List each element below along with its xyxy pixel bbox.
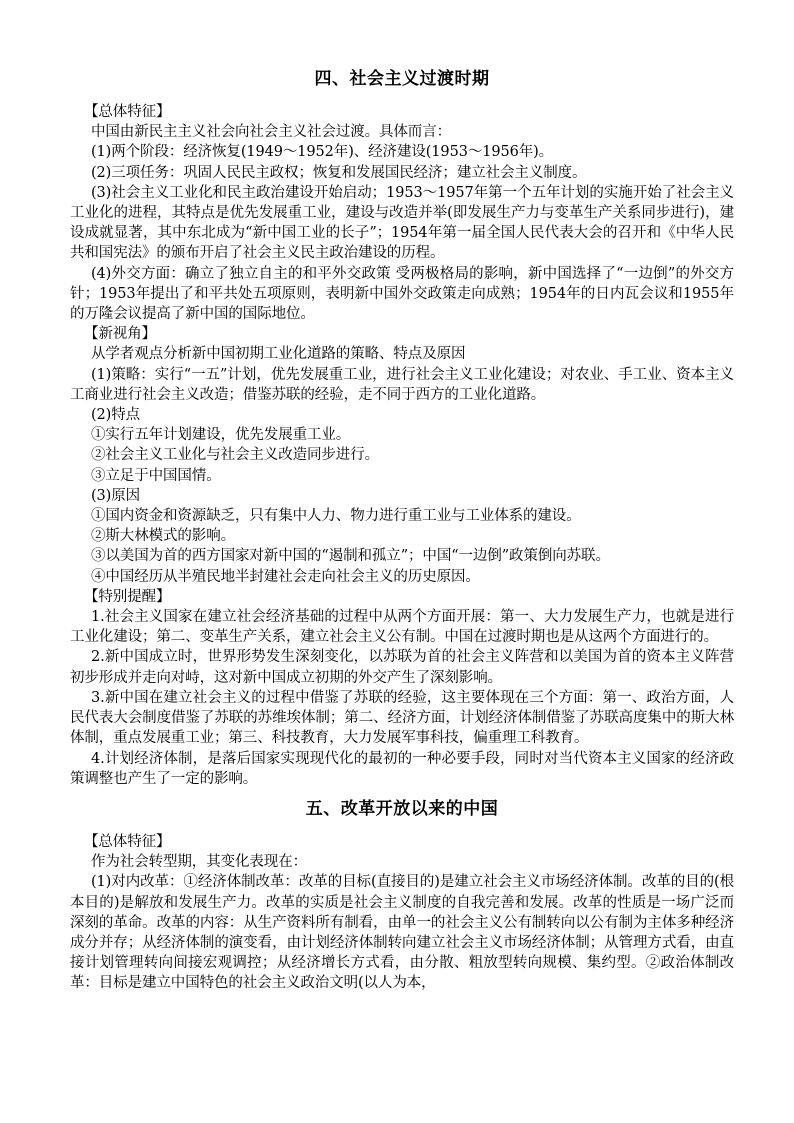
paragraph: (4)外交方面：确立了独立自主的和平外交政策 受两极格局的影响，新中国选择了“一边倒”的外交方针；1953年提出了和平共处五项原则，表明新中国外交政策走向成熟；1954年的日内瓦会议和1955年的万隆会议提高了新中国的国际地位。 [70,265,734,323]
list-item: ③立足于中国国情。 [91,467,221,484]
paragraph: (2)三项任务：巩固人民民主政权；恢复和发展国民经济；建立社会主义制度。 [91,164,587,181]
list-item: ①实行五年计划建设，优先发展重工业。 [91,427,351,444]
paragraph: 4.计划经济体制，是落后国家实现现代化的最初的一种必要手段，同时对当代资本主义国家的经济政策调整也产生了一定的影响。 [70,750,734,787]
list-item: ④中国经历从半殖民地半封建社会走向社会主义的历史原因。 [91,568,480,585]
paragraph: (3)社会主义工业化和民主政治建设开始启动；1953～1957年第一个五年计划的实施开始了社会主义工业化的进程，其特点是优先发展重工业，建设与改造并举(即发展生产力与变革生产关系同步进行)，建设成就显著，其中东北成为“新中国工业的长子”；1954年第一届全国人民代表大会的召开和《中华人民共和国宪法》的颁布开启了社会主义民主政治建设的历程。 [70,184,734,262]
document-content [70,66,734,994]
paragraph: (2)特点 [91,407,141,424]
list-item: ②社会主义工业化与社会主义改造同步进行。 [91,447,379,464]
section-label-overall-features: 【总体特征】 [84,104,171,120]
paragraph: (1)两个阶段：经济恢复(1949～1952年)、经济建设(1953～1956年)。 [91,144,554,161]
section-label-special-reminder: 【特别提醒】 [84,588,171,605]
paragraph: 2.新中国成立时，世界形势发生深刻变化，以苏联为首的社会主义阵营和以美国为首的资本主义阵营初步形成并走向对峙，这对新中国成立初期的外交产生了深刻影响。 [70,649,734,686]
paragraph: (3)原因 [91,487,141,504]
paragraph: 中国由新民主主义社会向社会主义社会过渡。具体而言： [91,124,451,141]
section-title-transition-period: 四、社会主义过渡时期 [314,69,490,89]
paragraph: 1.社会主义国家在建立社会经济基础的过程中从两个方面开展：第一、大力发展生产力，也就是进行工业化建设；第二、变革生产关系，建立社会主义公有制。中国在过渡时期也是从这两个方面进行的。 [70,609,734,646]
list-item: ③以美国为首的西方国家对新中国的“遏制和孤立”；中国“一边倒”政策倒向苏联。 [91,548,610,565]
paragraph: (1)对内改革：①经济体制改革：改革的目标(直接目的)是建立社会主义市场经济体制。改革的目的(根本目的)是解放和发展生产力。改革的实质是社会主义制度的自我完善和发展。改革的性质是一场广泛而深刻的革命。改革的内容：从生产资料所有制看，由单一的社会主义公有制转向以公有制为主体多种经济成分并存；从经济体制的演变看，由计划经济体制转向建立社会主义市场经济体制；从管理方式看，由直接计划管理转向间接宏观调控；从经济增长方式看，由分散、粗放型转向规模、集约型。②政治体制改革：目标是建立中国特色的社会主义政治文明(以人为本， [70,874,734,992]
paragraph: 作为社会转型期，其变化表现在： [91,854,307,871]
paragraph: (1)策略：实行“一五”计划，优先发展重工业，进行社会主义工业化建设；对农业、手工业、资本主义工商业进行社会主义改造；借鉴苏联的经验，走不同于西方的工业化道路。 [70,366,734,403]
paragraph: 3.新中国在建立社会主义的过程中借鉴了苏联的经验，这主要体现在三个方面：第一、政治方面，人民代表大会制度借鉴了苏联的苏维埃体制；第二、经济方面，计划经济体制借鉴了苏联高度集中的斯大林体制，重点发展重工业；第三、科技教育，大力发展军事科技，偏重理工科教育。 [70,689,734,747]
list-item: ②斯大林模式的影响。 [91,528,235,545]
list-item: ①国内资金和资源缺乏，只有集中人力、物力进行重工业与工业体系的建设。 [91,508,581,525]
paragraph: 从学者观点分析新中国初期工业化道路的策略、特点及原因 [91,346,466,363]
section-title-reform-and-opening: 五、改革开放以来的中国 [305,798,499,819]
section-label-new-perspective: 【新视角】 [84,326,156,343]
section-label-overall-features: 【总体特征】 [84,833,171,850]
